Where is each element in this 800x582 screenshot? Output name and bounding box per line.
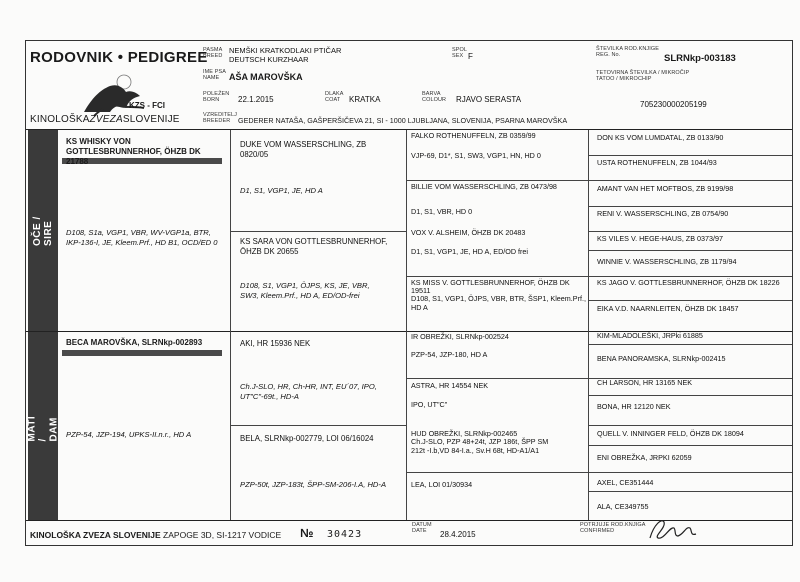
breed-label: PASMA BREED bbox=[203, 47, 223, 59]
dam-gp-2-titles: IPO, UT"C" bbox=[411, 400, 448, 409]
ggp-split-1 bbox=[589, 155, 792, 156]
dam-gp-2-name: ASTRA, HR 14554 NEK bbox=[411, 381, 489, 390]
colour-label: BARVA COLOUR bbox=[422, 91, 447, 103]
sire-ggp-4: RENI V. WASSERSCHLING, ZB 0754/90 bbox=[597, 209, 729, 218]
sire-gp-2-titles: D1, S1, VBR, HD 0 bbox=[411, 207, 473, 216]
ggp-split-14 bbox=[589, 491, 792, 492]
reg-label: ŠTEVILKA ROD.KNJIGE REG. No. bbox=[596, 46, 660, 58]
sex-value: F bbox=[468, 52, 473, 61]
number-prefix: № bbox=[300, 526, 314, 540]
dam-side-band: MATI / DAM bbox=[28, 332, 58, 520]
sire-mother-name: KS SARA VON GOTTLESBRUNNERHOF, ÖHZB DK 20655 bbox=[240, 237, 388, 256]
certificate-number: 30423 bbox=[327, 529, 363, 540]
gp-split-3 bbox=[407, 378, 588, 379]
ggp-split-5 bbox=[589, 250, 792, 251]
sire-ggp-5: KS VILES V. HEGE-HAUS, ZB 0373/97 bbox=[597, 234, 723, 243]
sire-ggp-8: EIKA V.D. NAARNLEITEN, ÖHZB DK 18457 bbox=[597, 304, 739, 313]
sire-ggp-7: KS JAGO V. GOTTLESBRUNNERHOF, ÖHZB DK 18226 bbox=[597, 278, 780, 287]
dam-gp-4-name: LEA, LOI 01/30934 bbox=[411, 480, 473, 489]
dam-ggp-6: ENI OBREŽKA, JRPKI 62059 bbox=[597, 453, 692, 462]
ggp-split-3 bbox=[589, 206, 792, 207]
microchip-value: 705230000205199 bbox=[640, 100, 707, 109]
column-divider-1 bbox=[230, 130, 231, 520]
sire-ggp-2: USTA ROTHENUFFELN, ZB 1044/93 bbox=[597, 158, 717, 167]
dam-ggp-2: BENA PANORAMSKA, SLRNkp-002415 bbox=[597, 354, 726, 363]
sire-side-band: OČE / SIRE bbox=[28, 130, 58, 331]
ggp-split-8 bbox=[589, 344, 792, 345]
column-divider-3 bbox=[588, 130, 589, 520]
breeder-value: GEDERER NATAŠA, GAŠPERŠIČEVA 21, SI - 1000 LJUBLJANA, SLOVENIJA, PSARNA MAROVŠKA bbox=[238, 116, 568, 125]
sire-gp-3-titles: D1, S1, VGP1, JE, HD A, ED/OD frei bbox=[411, 247, 529, 256]
ggp-split-12 bbox=[589, 445, 792, 446]
dam-gp-3-titles: Ch.J-SLO, PZP 48+24t, JZP 186t, ŠPP SM 212t -I.b,VD 84-I.a., Sv.H 68t, HD-A1/A1 bbox=[411, 437, 549, 455]
org-name: KINOLOŠKAZVEZASLOVENIJE bbox=[30, 114, 180, 125]
sire-ggp-6: WINNIE V. WASSERSCHLING, ZB 1179/94 bbox=[597, 257, 737, 266]
dam-father-titles: Ch.J-SLO, HR, Ch-HR, INT, EU´07, IPO, UT"C"-69t., HD-A bbox=[240, 382, 377, 401]
ggp-split-6 bbox=[589, 276, 792, 277]
sire-gp-4-name: KS MISS V. GOTTLESBRUNNERHOF, ÖHZB DK 19511 bbox=[411, 278, 570, 295]
dam-ggp-8: ALA, CE349755 bbox=[597, 502, 649, 511]
sire-name: KS WHISKY VON GOTTLESBRUNNERHOF, ÖHZB DK 21788 bbox=[66, 137, 201, 166]
dam-ggp-4: BONA, HR 12120 NEK bbox=[597, 402, 671, 411]
dam-ggp-3: CH LARSON, HR 13165 NEK bbox=[597, 378, 693, 387]
sire-ggp-3: AMANT VAN HET MOFTBOS, ZB 9199/98 bbox=[597, 184, 734, 193]
dam-ggp-5: QUELL V. INNINGER FELD, ÖHZB DK 18094 bbox=[597, 429, 744, 438]
dam-titles: PZP-54, JZP-194, UPKS-II.n.r., HD A bbox=[66, 430, 192, 439]
gp-split-4 bbox=[407, 472, 588, 473]
dam-gp-1-name: IR OBREŽKI, SLRNkp-002524 bbox=[411, 332, 509, 341]
parents-split-dam bbox=[231, 425, 406, 426]
ggp-split-7 bbox=[589, 300, 792, 301]
dam-gp-1-titles: PZP-54, JZP-180, HD A bbox=[411, 350, 488, 359]
date-value: 28.4.2015 bbox=[440, 530, 476, 539]
dam-name: BECA MAROVŠKA, SLRNkp-002893 bbox=[66, 338, 203, 347]
colour-value: RJAVO SERASTA bbox=[456, 95, 522, 104]
name-label: IME PSA NAME bbox=[203, 69, 227, 81]
born-label: POLEŽEN BORN bbox=[203, 91, 230, 103]
gp-split-2 bbox=[407, 276, 588, 277]
dog-name: AŠA MAROVŠKA bbox=[229, 72, 303, 82]
born-value: 22.1.2015 bbox=[238, 95, 274, 104]
signature-icon bbox=[640, 514, 710, 544]
sex-label: SPOL SEX bbox=[452, 47, 468, 59]
dam-name-bar bbox=[62, 350, 222, 356]
dam-ggp-7: AXEL, CE351444 bbox=[597, 478, 654, 487]
ggp-split-10 bbox=[589, 395, 792, 396]
dam-mother-name: BELA, SLRNkp-002779, LOI 06/16024 bbox=[240, 434, 374, 443]
sire-gp-1-titles: VJP-69, D1*, S1, SW3, VGP1, HN, HD 0 bbox=[411, 151, 541, 160]
ggp-split-13 bbox=[589, 472, 792, 473]
column-divider-2 bbox=[406, 130, 407, 520]
sire-father-name: DUKE VOM WASSERSCHLING, ZB 0820/05 bbox=[240, 140, 367, 159]
footer-org: KINOLOŠKA ZVEZA SLOVENIJE ZAPOGE 3D, SI-1217 VODICE bbox=[30, 530, 282, 540]
reg-number: SLRNkp-003183 bbox=[664, 53, 736, 64]
sire-gp-4-titles: D108, S1, VGP1, ÖJPS, VBR, BTR, ŠSP1, Kleem.Prf., HD A bbox=[411, 294, 586, 312]
dam-mother-titles: PZP-50t, JZP-183t, ŠPP-SM-206-I.A, HD-A bbox=[240, 480, 387, 489]
breed-value: NEMŠKI KRATKODLAKI PTIČAR DEUTSCH KURZHAAR bbox=[229, 46, 342, 64]
sire-mother-titles: D108, S1, VGP1, ÖJPS, KS, JE, VBR, SW3, Kleem.Prf., HD A, ED/OD-frei bbox=[240, 281, 370, 300]
sire-titles: D108, S1a, VGP1, VBR, WV-VGP1a, BTR, IKP-136-I, JE, Kleem.Prf., HD B1, OCD/ED 0 bbox=[66, 228, 218, 247]
ggp-split-11 bbox=[589, 425, 792, 426]
coat-value: KRATKA bbox=[349, 95, 381, 104]
sire-father-titles: D1, S1, VGP1, JE, HD A bbox=[240, 186, 323, 195]
parents-split-sire bbox=[231, 231, 406, 232]
sire-ggp-1: DON KS VOM LUMDATAL, ZB 0133/90 bbox=[597, 133, 724, 142]
sire-gp-3-name: VOX V. ALSHEIM, ÖHZB DK 20483 bbox=[411, 228, 526, 237]
certificate-title: RODOVNIK • PEDIGREE bbox=[30, 49, 208, 66]
signature bbox=[640, 514, 710, 544]
coat-label: DLAKA COAT bbox=[325, 91, 344, 103]
dam-ggp-1: KIM-MLADOLEŠKI, JRPki 61885 bbox=[597, 331, 703, 340]
ggp-split-4 bbox=[589, 231, 792, 232]
date-label: DATUM DATE bbox=[412, 522, 432, 534]
gp-split-1 bbox=[407, 180, 588, 181]
dam-father-name: AKI, HR 15936 NEK bbox=[240, 339, 311, 348]
sire-gp-1-name: FALKO ROTHENUFFELN, ZB 0359/99 bbox=[411, 131, 536, 140]
breeder-label: VZREDITELJ BREEDER bbox=[203, 112, 238, 124]
header-divider bbox=[26, 129, 792, 130]
confirmed-label: POTRJUJE ROD.KNJIGA CONFIRMED bbox=[580, 522, 646, 534]
tattoo-label: TETOVIRNA ŠTEVILKA / MIKROČIP TATOO / MIKROCHIP bbox=[596, 70, 690, 82]
logo-badge: KZS - FCI bbox=[129, 101, 165, 110]
sire-gp-2-name: BILLIE VOM WASSERSCHLING, ZB 0473/98 bbox=[411, 182, 557, 191]
ggp-split-2 bbox=[589, 180, 792, 181]
dam-gp-3-name: HUD OBREŽKI, SLRNkp-002465 bbox=[411, 429, 518, 438]
